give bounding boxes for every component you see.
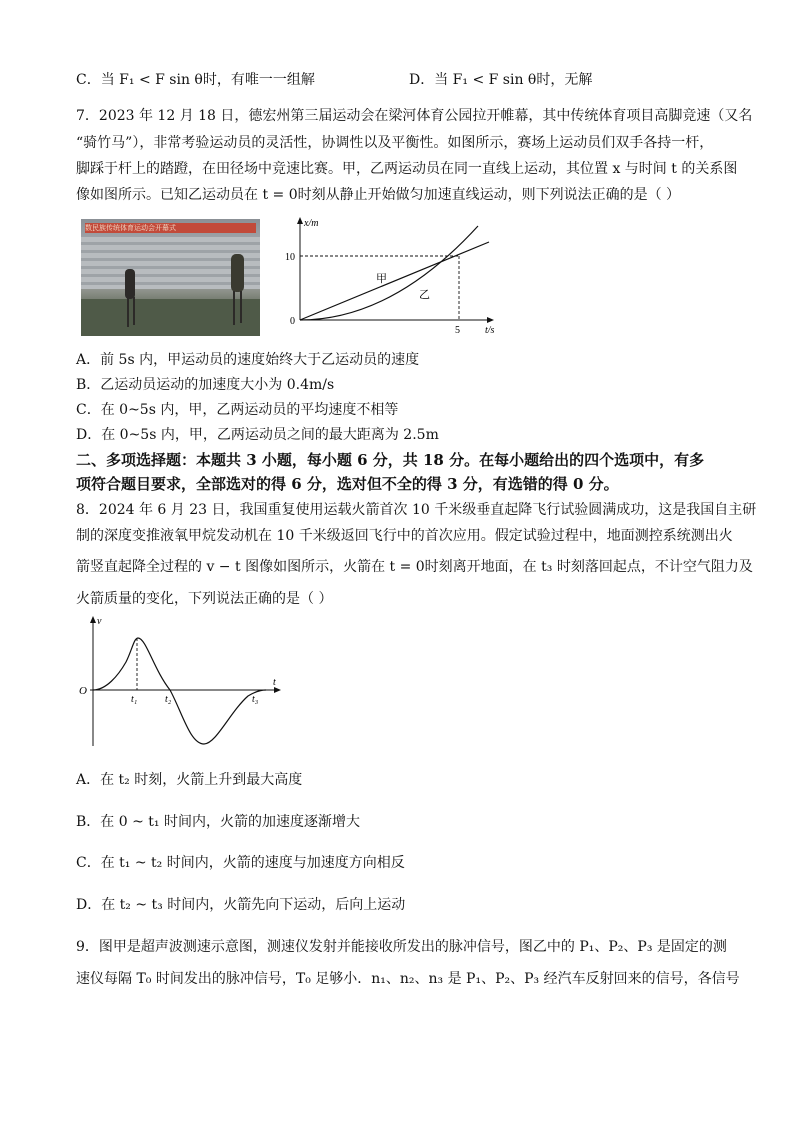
q7-stem-line-4: 像如图所示。已知乙运动员在 t = 0时刻从静止开始做匀加速直线运动，则下列说法正确的是（ ） [76, 187, 681, 203]
q7-option-c: C．在 0~5s 内，甲，乙两运动员的平均速度不相等 [76, 402, 399, 418]
v-t-curve [93, 638, 266, 744]
t-axis-label: t [273, 677, 276, 688]
q8-stem-line-4: 火箭质量的变化，下列说法正确的是（ ） [76, 591, 333, 607]
label-yi: 乙 [419, 288, 430, 301]
athlete-left [125, 269, 135, 299]
q8-option-c: C．在 t₁ ~ t₂ 时间内，火箭的速度与加速度方向相反 [76, 855, 405, 871]
q9-stem-line-2: 速仪每隔 T₀ 时间发出的脉冲信号，T₀ 足够小．n₁、n₂、n₃ 是 P₁、P₂、P₃ 经汽车反射回来的信号，各信号 [76, 971, 740, 987]
curve-yi [300, 226, 478, 320]
section2-heading-line-2: 项符合题目要求，全部选对的得 6 分，选对但不全的得 3 分，有选错的得 0 分。 [76, 475, 619, 493]
q8-option-d: D．在 t₂ ~ t₃ 时间内，火箭先向下运动，后向上运动 [76, 897, 406, 913]
q8-stem-line-1: 8．2024 年 6 月 23 日，我国重复使用运载火箭首次 10 千米级垂直起降飞行试验圆满成功，这是我国自主研 [76, 502, 757, 518]
q7-stem-line-2: “骑竹马”），非常考验运动员的灵活性，协调性以及平衡性。如图所示，赛场上运动员们双手各持一杆， [76, 135, 714, 151]
line-jia [300, 242, 489, 320]
q8-stem-line-2: 制的深度变推液氧甲烷发动机在 10 千米级返回飞行中的首次应用。假定试验过程中，地面测控系统测出火 [76, 528, 733, 544]
x-t-graph [282, 214, 502, 340]
label-jia: 甲 [376, 272, 387, 285]
athlete-right-stilt [233, 291, 235, 325]
athlete-left-stilt-2 [133, 297, 135, 325]
v-t-graph [70, 612, 285, 752]
t3-label: t₃ [252, 694, 259, 705]
q7-stem-line-3: 脚踩于杆上的踏蹬，在田径场中竞速比赛。甲，乙两运动员在同一直线上运动，其位置 x 与时间 t 的关系图 [76, 161, 738, 177]
x-tick-5: 5 [455, 325, 460, 336]
q8-option-a: A．在 t₂ 时刻，火箭上升到最大高度 [76, 772, 303, 788]
q8-stem-line-3: 箭竖直起降全过程的 v − t 图像如图所示，火箭在 t = 0时刻离开地面，在 t₃ 时刻落回起点，不计空气阻力及 [76, 559, 753, 575]
athlete-right [231, 254, 244, 292]
t1-label: t₁ [131, 694, 138, 705]
y-axis-label: x/m [304, 218, 319, 229]
t2-label: t₂ [165, 694, 172, 705]
x-axis-arrow-icon [487, 317, 494, 323]
athlete-right-stilt-2 [240, 291, 242, 323]
athlete-left-stilt [127, 297, 129, 327]
origin-label: 0 [290, 316, 295, 327]
y-axis-arrow-icon [297, 217, 303, 224]
origin-o-label: O [79, 685, 87, 697]
x-axis-label: t/s [485, 325, 495, 336]
q7-option-b: B．乙运动员运动的加速度大小为 0.4m/s [76, 377, 335, 393]
option-d-prev: D．当 F₁ < F sin θ时，无解 [409, 72, 593, 88]
q7-option-d: D．在 0~5s 内，甲，乙两运动员之间的最大距离为 2.5m [76, 427, 439, 443]
section2-heading-line-1: 二、多项选择题：本题共 3 小题，每小题 6 分，共 18 分。在每小题给出的四个选项中，有多 [76, 451, 705, 469]
q9-stem-line-1: 9．图甲是超声波测速示意图，测速仪发射并能接收所发出的脉冲信号，图乙中的 P₁、P₂、P₃ 是固定的测 [76, 939, 727, 955]
stilt-race-photo [81, 219, 260, 336]
option-c-prev: C．当 F₁ < F sin θ时，有唯一一组解 [76, 72, 315, 88]
q8-option-b: B．在 0 ~ t₁ 时间内，火箭的加速度逐渐增大 [76, 814, 360, 830]
v-axis-label: v [97, 616, 102, 627]
stadium-banner: 数民族传统体育运动会开幕式 [85, 223, 256, 233]
v-axis-arrow-icon [90, 616, 96, 623]
q7-option-a: A．前 5s 内，甲运动员的速度始终大于乙运动员的速度 [76, 352, 420, 368]
y-tick-10: 10 [285, 252, 295, 263]
q7-stem-line-1: 7．2023 年 12 月 18 日，德宏州第三届运动会在梁河体育公园拉开帷幕，其中传统体育项目高脚竞速（又名 [76, 108, 753, 124]
